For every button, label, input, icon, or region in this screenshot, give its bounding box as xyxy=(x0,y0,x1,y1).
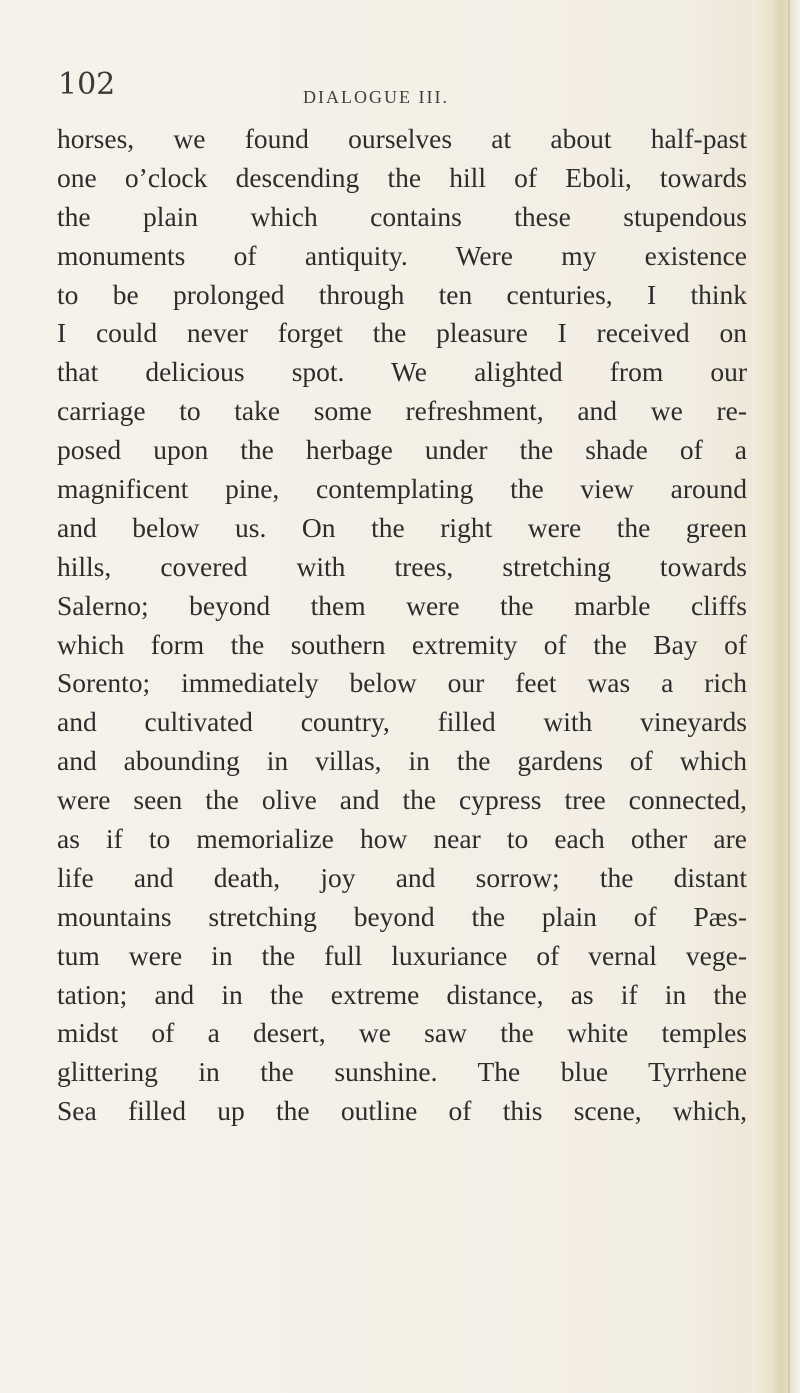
text-line: glittering in the sunshine. The blue Tyrrhene xyxy=(57,1056,747,1088)
page-number: 102 xyxy=(58,67,116,102)
page-gutter-line xyxy=(788,0,790,1393)
text-line: which form the southern extremity of the Bay of xyxy=(57,628,747,660)
text-line: the plain which contains these stupendous xyxy=(57,200,747,232)
text-line: and below us. On the right were the green xyxy=(57,511,747,543)
body-text xyxy=(57,120,747,1131)
text-line: carriage to take some refreshment, and we re- xyxy=(57,395,747,427)
text-line: midst of a desert, we saw the white temples xyxy=(57,1017,747,1049)
text-line: were seen the olive and the cypress tree connected, xyxy=(57,784,747,816)
text-line: and abounding in villas, in the gardens of which xyxy=(57,745,747,777)
text-line: Sea filled up the outline of this scene, which, xyxy=(57,1095,747,1127)
text-line: mountains stretching beyond the plain of Pæs- xyxy=(57,900,747,932)
text-line: posed upon the herbage under the shade of a xyxy=(57,434,747,466)
text-line: tum were in the full luxuriance of vernal vege- xyxy=(57,939,747,971)
page-gutter-shadow xyxy=(754,0,800,1393)
text-line: Sorento; immediately below our feet was a rich xyxy=(57,667,747,699)
running-head: DIALOGUE III. xyxy=(303,87,449,107)
text-line: life and death, joy and sorrow; the distant xyxy=(57,861,747,893)
text-line: and cultivated country, filled with vineyards xyxy=(57,706,747,738)
text-line: Salerno; beyond them were the marble cliffs xyxy=(57,589,747,621)
text-line: monuments of antiquity. Were my existence xyxy=(57,239,747,271)
text-line: tation; and in the extreme distance, as if in the xyxy=(57,978,747,1010)
text-line: as if to memorialize how near to each other are xyxy=(57,823,747,855)
text-line: magnificent pine, contemplating the view around xyxy=(57,473,747,505)
text-line: one o’clock descending the hill of Eboli, towards xyxy=(57,161,747,193)
text-line: I could never forget the pleasure I received on xyxy=(57,317,747,349)
text-line: hills, covered with trees, stretching towards xyxy=(57,550,747,582)
text-line: horses, we found ourselves at about half-past xyxy=(57,123,747,154)
text-line: to be prolonged through ten centuries, I think xyxy=(57,278,747,310)
text-line: that delicious spot. We alighted from our xyxy=(57,356,747,388)
